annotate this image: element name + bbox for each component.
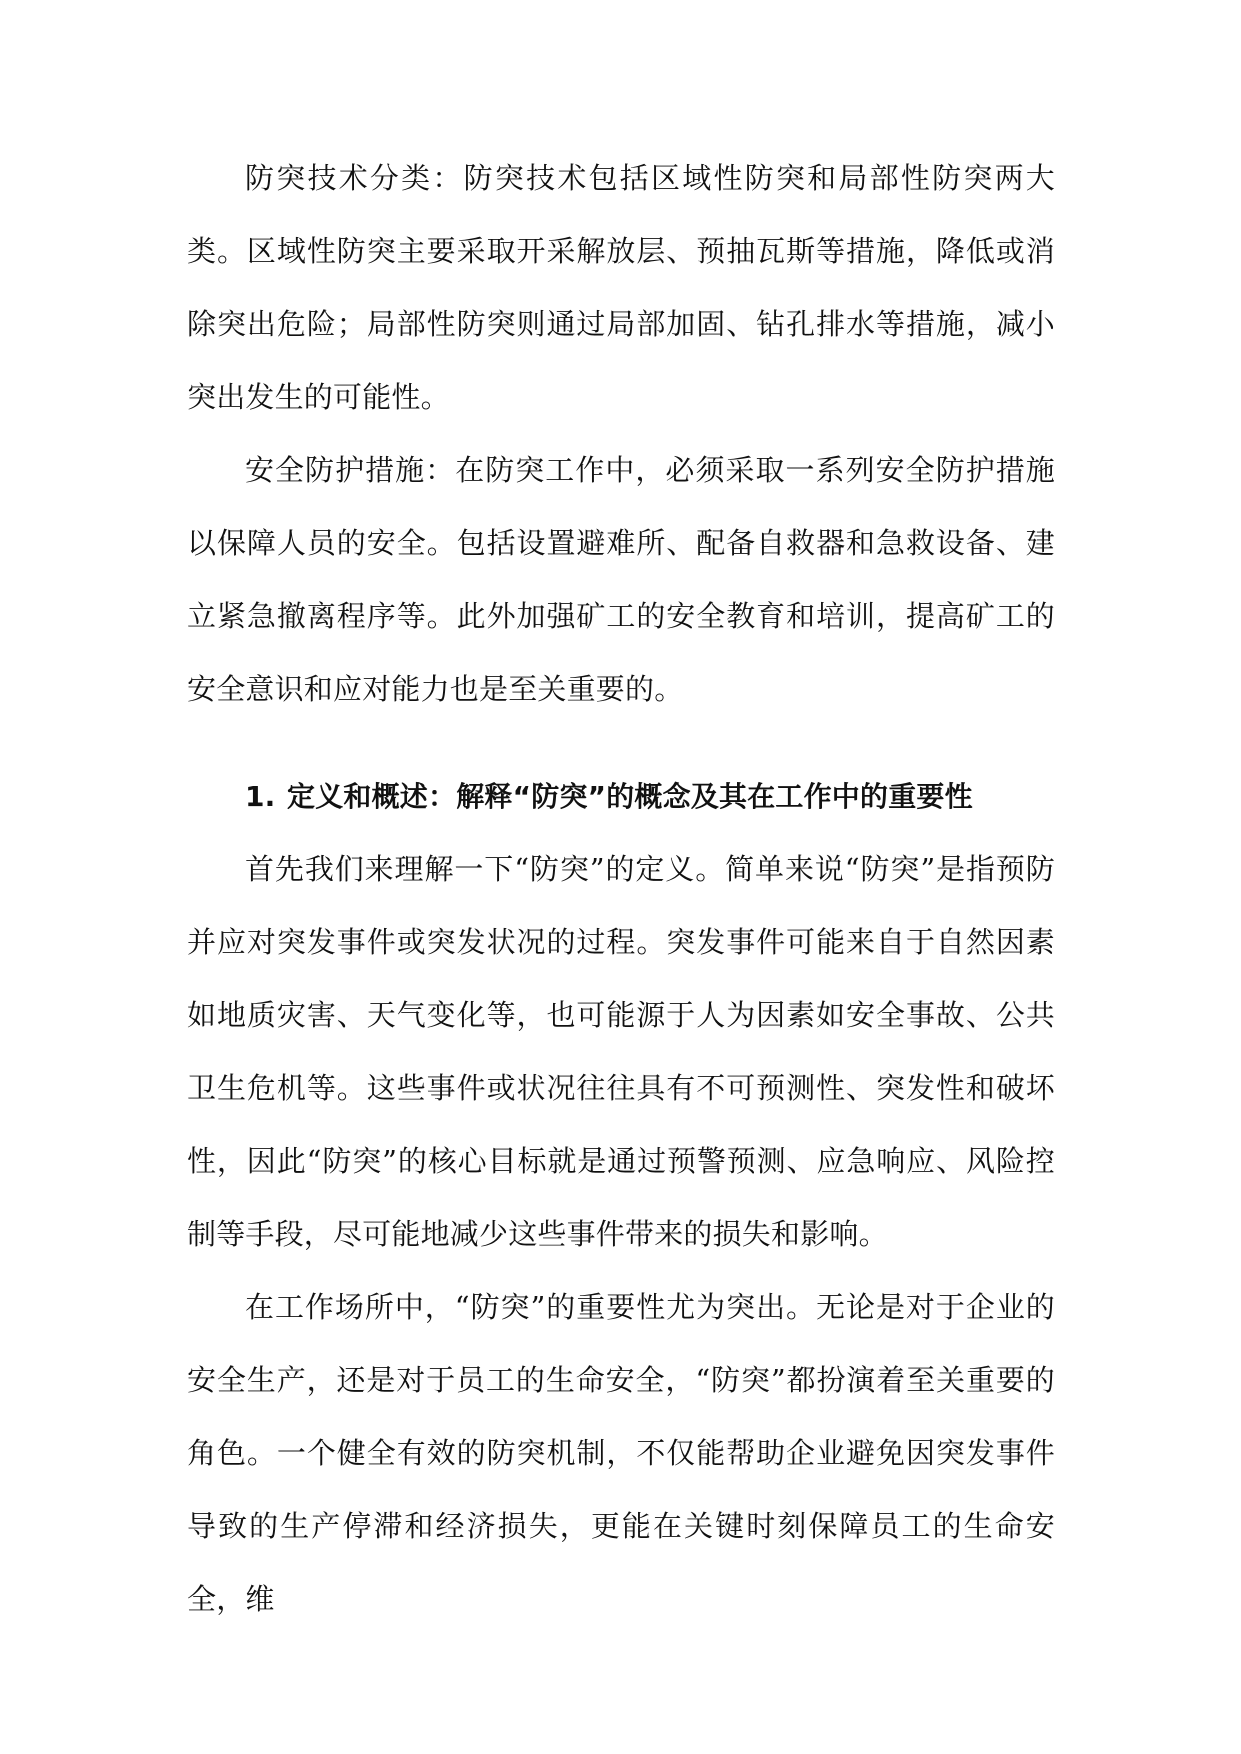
paragraph-definition: 首先我们来理解一下“防突”的定义。简单来说“防突”是指预防并应对突发事件或突发状况的过程。突发事件可能来自于自然因素如地质灾害、天气变化等，也可能源于人为因素如安全事故、公共卫生危机等。这些事件或状况往往具有不可预测性、突发性和破坏性，因此“防突”的核心目标就是通过预警预测、应急响应、风险控制等手段，尽可能地减少这些事件带来的损失和影响。 — [187, 852, 1055, 1251]
document-body — [187, 142, 1055, 1636]
section-number: 1. — [245, 780, 276, 813]
section-heading — [187, 760, 1055, 833]
paragraph-workplace-importance: 在工作场所中，“防突”的重要性尤为突出。无论是对于企业的安全生产，还是对于员工的生命安全，“防突”都扮演着至关重要的角色。一个健全有效的防突机制，不仅能帮助企业避免因突发事件导致的生产停滞和经济损失，更能在关键时刻保障员工的生命安全，维 — [187, 1290, 1055, 1616]
paragraph-anti-outburst-classification: 防突技术分类：防突技术包括区域性防突和局部性防突两大类。区域性防突主要采取开采解放层、预抽瓦斯等措施，降低或消除突出危险；局部性防突则通过局部加固、钻孔排水等措施，减小突出发生的可能性。 — [187, 161, 1055, 414]
section-title: 定义和概述：解释“防突”的概念及其在工作中的重要性 — [287, 780, 973, 813]
paragraph-safety-measures: 安全防护措施：在防突工作中，必须采取一系列安全防护措施以保障人员的安全。包括设置避难所、配备自救器和急救设备、建立紧急撤离程序等。此外加强矿工的安全教育和培训，提高矿工的安全意识和应对能力也是至关重要的。 — [187, 453, 1055, 706]
